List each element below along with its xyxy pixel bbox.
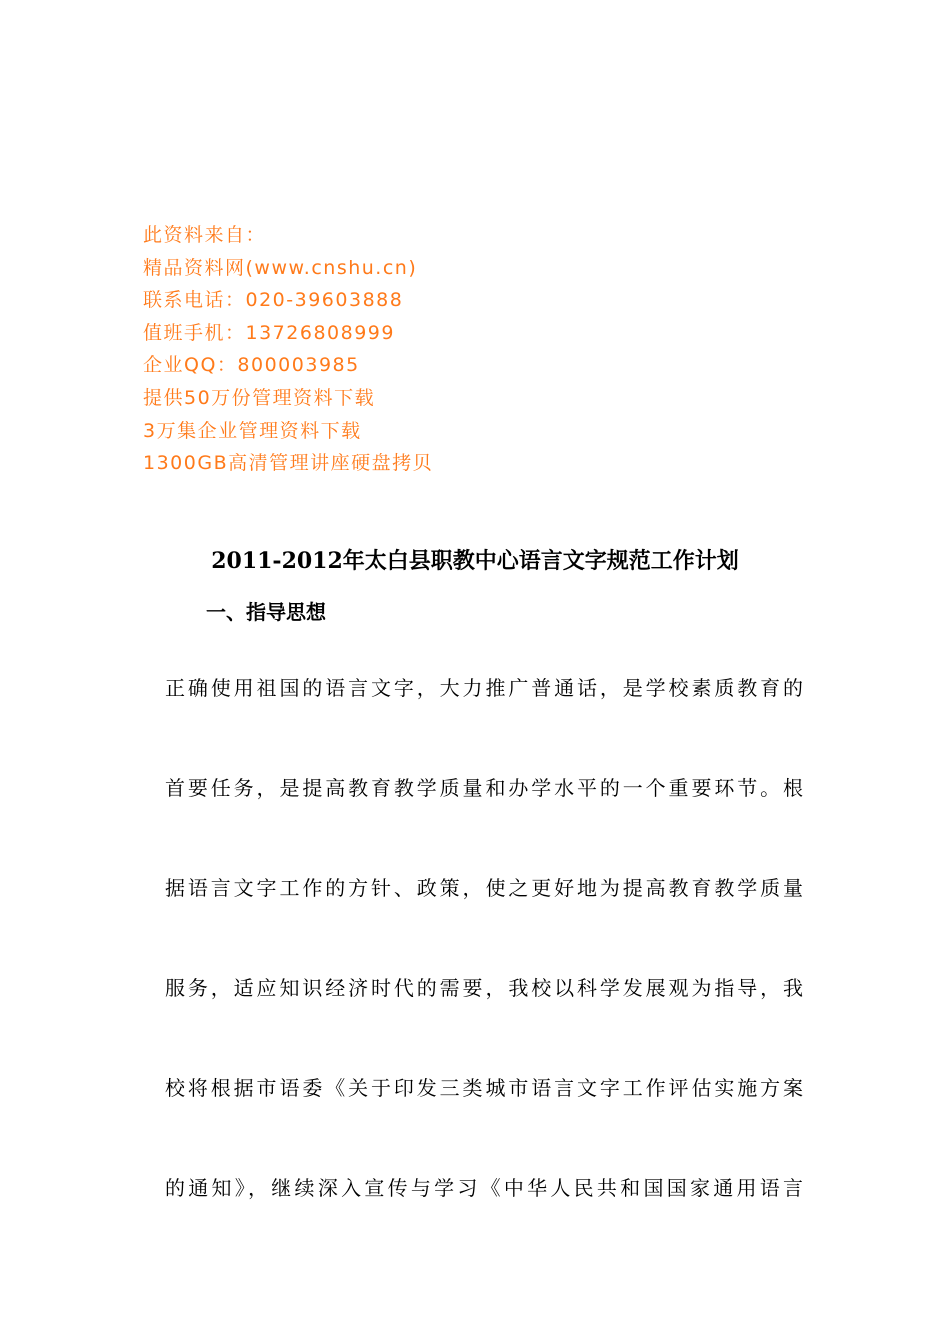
body-line: 的通知》，继续深入宣传与学习《中华人民共和国国家通用语言 (165, 1176, 803, 1200)
document-title: 2011-2012年太白县职教中心语言文字规范工作计划 (211, 548, 739, 574)
source-line-offer-3: 1300GB高清管理讲座硬盘拷贝 (143, 452, 434, 475)
body-line: 正确使用祖国的语言文字，大力推广普通话，是学校素质教育的 (165, 676, 803, 700)
source-line-website: 精品资料网(www.cnshu.cn) (143, 256, 418, 279)
source-line-offer-1: 提供50万份管理资料下载 (143, 386, 376, 409)
body-text (165, 668, 805, 1268)
body-line: 据语言文字工作的方针、政策，使之更好地为提高教育教学质量 (165, 876, 803, 900)
source-line-mobile: 值班手机：13726808999 (143, 321, 395, 344)
body-line: 服务，适应知识经济时代的需要，我校以科学发展观为指导，我 (165, 976, 803, 1000)
body-line: 首要任务，是提高教育教学质量和办学水平的一个重要环节。根 (165, 776, 803, 800)
body-line: 校将根据市语委《关于印发三类城市语言文字工作评估实施方案 (165, 1076, 803, 1100)
source-line-offer-2: 3万集企业管理资料下载 (143, 419, 362, 442)
source-line-intro: 此资料来自： (143, 224, 267, 246)
section-heading: 一、指导思想 (206, 600, 326, 624)
source-line-qq: 企业QQ：800003985 (143, 354, 360, 377)
source-info-block (143, 219, 743, 480)
source-line-phone: 联系电话：020-39603888 (143, 289, 404, 312)
